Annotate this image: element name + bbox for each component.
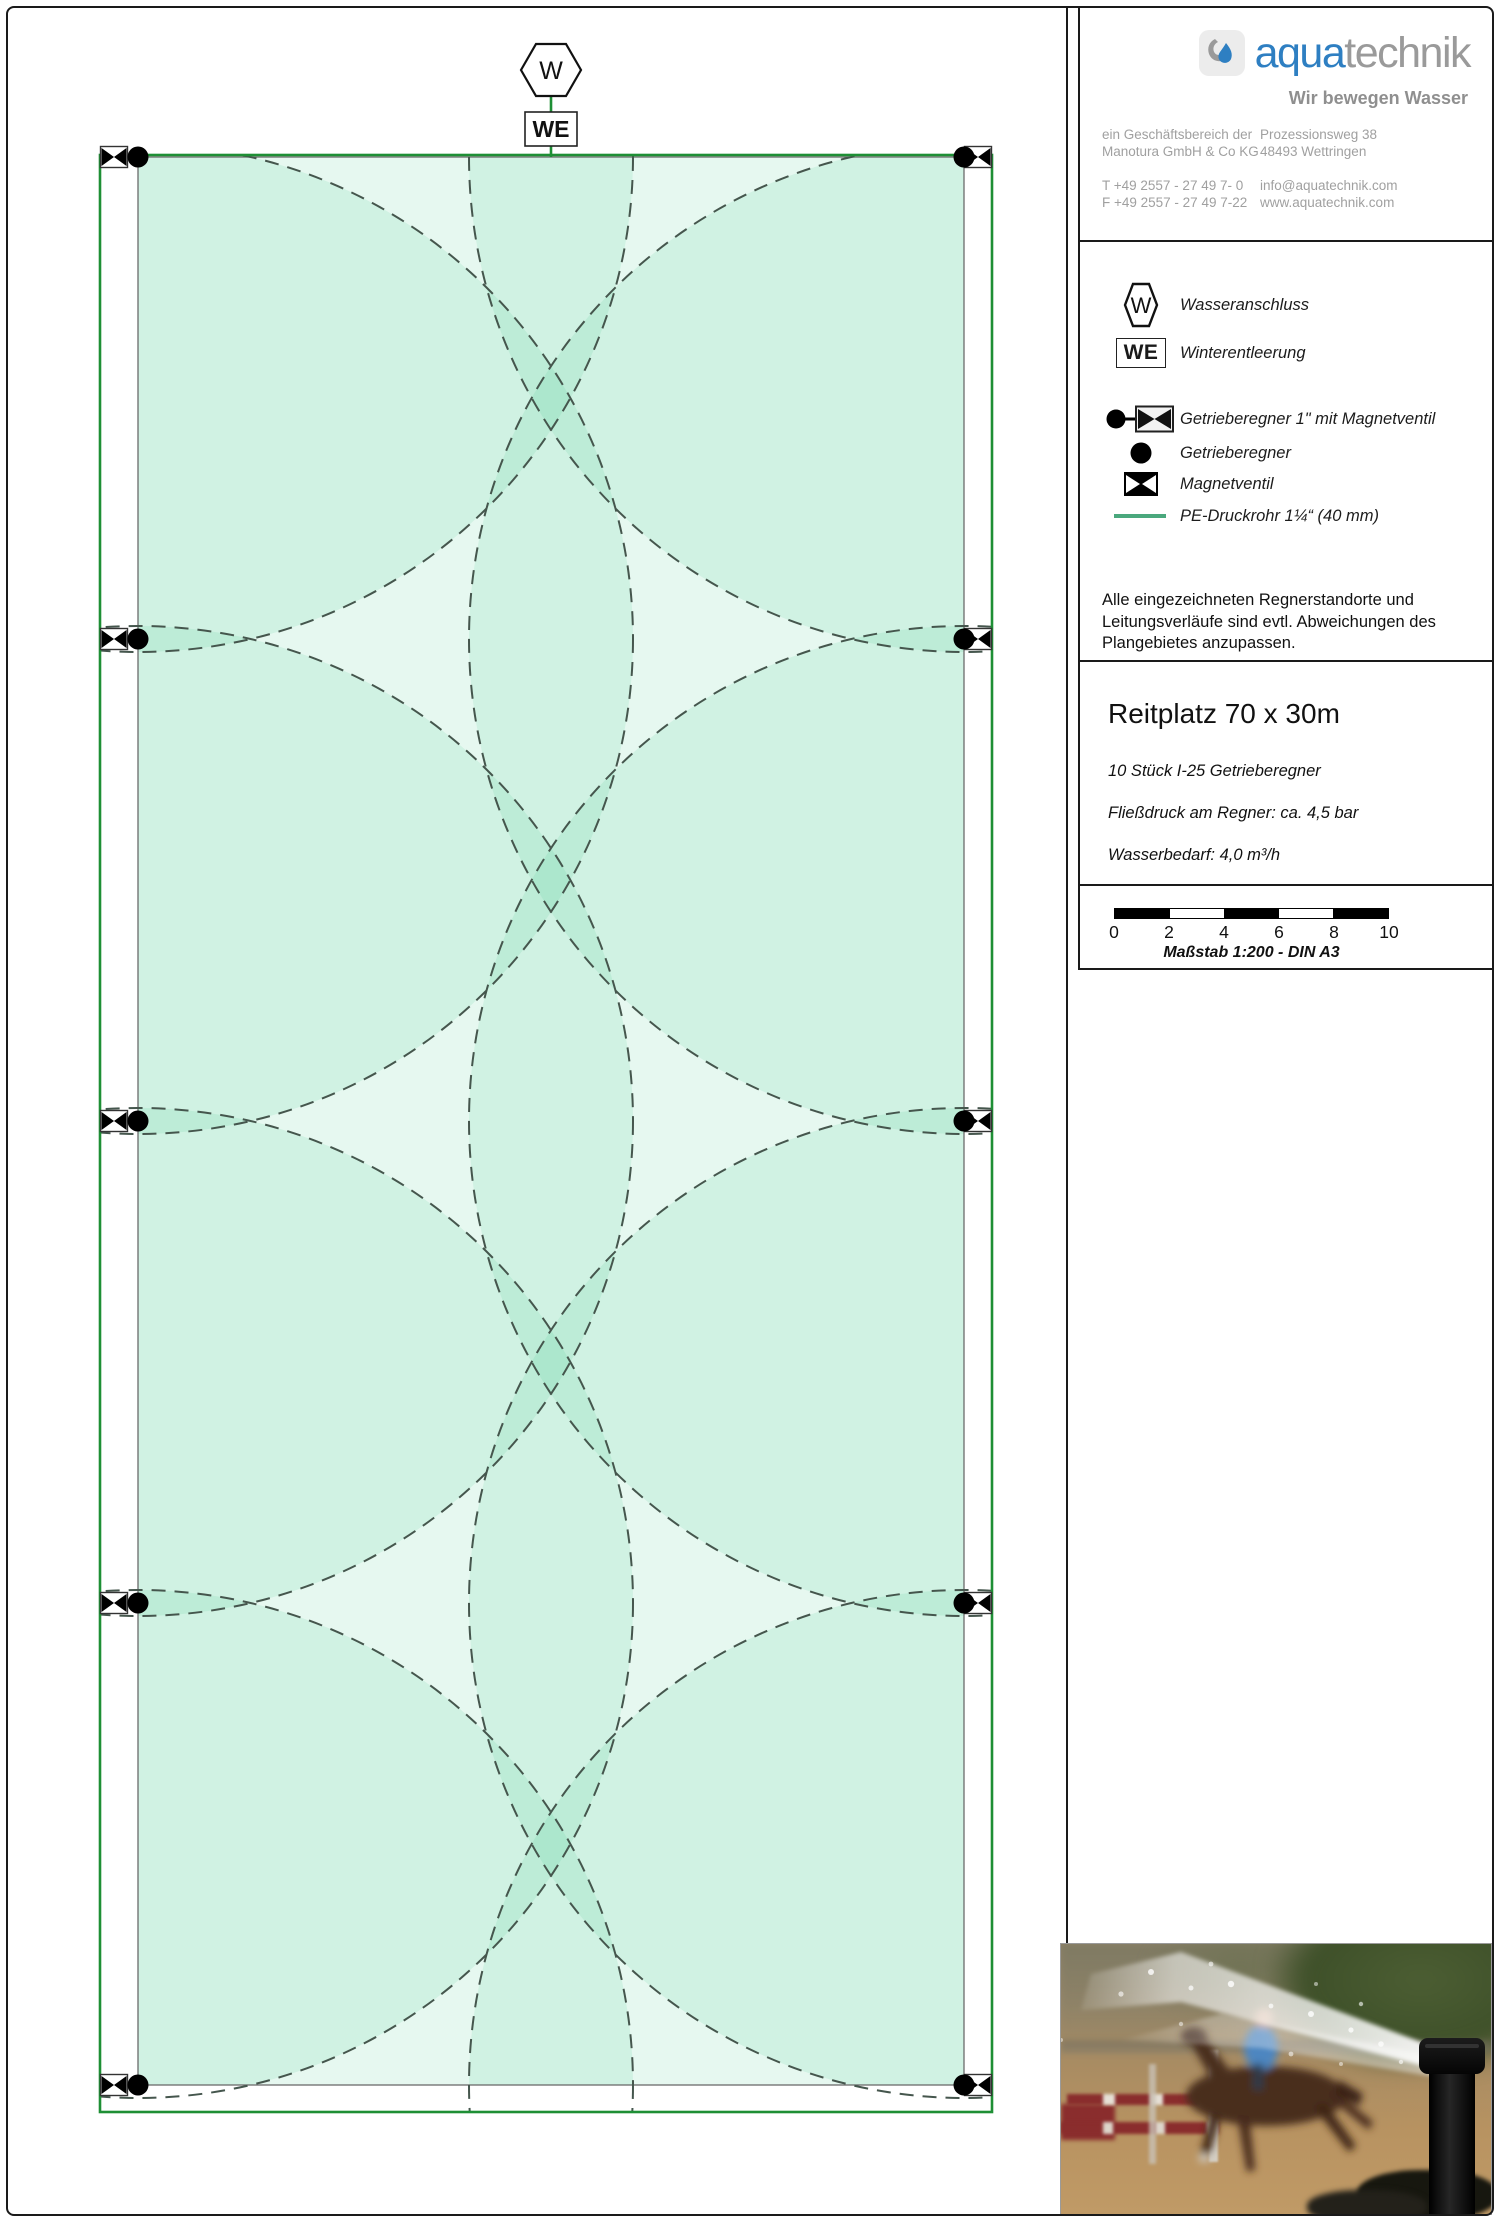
legend-item-magnetventil bbox=[1102, 470, 1274, 498]
scale-segment bbox=[1115, 909, 1170, 918]
panel-divider bbox=[1066, 8, 1068, 2214]
scale-tick: 10 bbox=[1379, 922, 1399, 942]
brand-name bbox=[1254, 28, 1470, 77]
pe-pipe-icon bbox=[1102, 506, 1180, 526]
scale-tick: 2 bbox=[1164, 922, 1174, 942]
contact-phone: T +49 2557 - 27 49 7- 0 bbox=[1102, 178, 1244, 193]
legend-item-regner bbox=[1102, 440, 1291, 466]
brand-name-technik: technik bbox=[1344, 28, 1470, 77]
legend-label: Winterentleerung bbox=[1180, 343, 1306, 362]
scale-ticks bbox=[1109, 922, 1399, 942]
legend-label: Wasseranschluss bbox=[1180, 295, 1309, 314]
scale-tick: 0 bbox=[1109, 922, 1119, 942]
contact-row-1 bbox=[1102, 126, 1378, 160]
legend-item-regner-magnetventil bbox=[1102, 404, 1435, 434]
sprinkler-photo bbox=[1060, 1943, 1492, 2215]
contact-info bbox=[1102, 126, 1398, 228]
photo-sprinkler-body bbox=[1429, 2060, 1475, 2215]
contact-street: Prozessionsweg 38 bbox=[1260, 127, 1378, 142]
winter-drain-icon: WE bbox=[1102, 338, 1180, 368]
photo-sprinkler-base bbox=[1307, 2190, 1427, 2215]
scale-segment bbox=[1170, 909, 1225, 918]
water-connection-icon bbox=[1102, 278, 1180, 332]
scale-tick: 6 bbox=[1274, 922, 1284, 942]
title-box bbox=[1078, 660, 1492, 886]
svg-text:W: W bbox=[539, 57, 563, 85]
scale-segment bbox=[1224, 909, 1279, 918]
logo-contact-box bbox=[1078, 8, 1492, 242]
scale-bar bbox=[1114, 908, 1389, 919]
plan-note: Alle eingezeichneten Regnerstandorte und Leitungsverläufe sind evtl. Abweichungen des Plangebietes anzupassen. bbox=[1102, 591, 1436, 652]
photo-sprinkler-ridge bbox=[1425, 2044, 1479, 2048]
brand-logo bbox=[1199, 30, 1470, 76]
brand-tagline: Wir bewegen Wasser bbox=[1288, 88, 1468, 108]
contact-website: www.aquatechnik.com bbox=[1260, 195, 1395, 210]
contact-business-2: Manotura GmbH & Co KG bbox=[1102, 144, 1259, 159]
scale-segment bbox=[1279, 909, 1334, 918]
contact-web bbox=[1260, 177, 1460, 211]
legend-item-wasseranschluss bbox=[1102, 278, 1309, 332]
scale-caption: Maßstab 1:200 - DIN A3 bbox=[1163, 944, 1340, 961]
contact-city: 48493 Wettringen bbox=[1260, 144, 1367, 159]
contact-business-1: ein Geschäftsbereich der bbox=[1102, 127, 1253, 142]
legend-label: Magnetventil bbox=[1180, 474, 1274, 493]
winter-drain-symbol bbox=[525, 112, 577, 146]
scale-tick: 4 bbox=[1219, 922, 1229, 942]
plan-detail-sprinklers: 10 Stück I-25 Getrieberegner bbox=[1108, 762, 1321, 780]
sprinkler-with-valve-icon bbox=[1102, 404, 1180, 434]
legend-label: Getrieberegner bbox=[1180, 443, 1291, 462]
brand-name-aqua: aqua bbox=[1254, 28, 1345, 77]
scale-tick: 8 bbox=[1329, 922, 1339, 942]
scale-segment bbox=[1333, 909, 1388, 918]
plan-detail-pressure: Fließdruck am Regner: ca. 4,5 bar bbox=[1108, 804, 1359, 822]
legend-box bbox=[1078, 240, 1492, 662]
legend-label: Getrieberegner 1" mit Magnetventil bbox=[1180, 409, 1436, 428]
contact-address bbox=[1260, 126, 1460, 160]
legend-label: PE-Druckrohr 1¼“ (40 mm) bbox=[1180, 506, 1379, 525]
water-drop-icon bbox=[1199, 30, 1245, 76]
svg-text:WE: WE bbox=[532, 116, 570, 142]
water-connection-symbol bbox=[521, 44, 581, 96]
plan-detail-water: Wasserbedarf: 4,0 m³/h bbox=[1108, 846, 1281, 864]
plan-title: Reitplatz 70 x 30m bbox=[1108, 698, 1340, 729]
legend-item-winterentleerung bbox=[1102, 338, 1306, 368]
contact-email: info@aquatechnik.com bbox=[1260, 178, 1398, 193]
scale-box bbox=[1078, 884, 1492, 970]
contact-fax: F +49 2557 - 27 49 7-22 bbox=[1102, 195, 1248, 210]
contact-row-2 bbox=[1102, 177, 1398, 211]
svg-text:W: W bbox=[1130, 293, 1152, 318]
legend-item-pe-rohr bbox=[1102, 506, 1379, 526]
sprinkler-icon bbox=[1102, 440, 1180, 466]
solenoid-valve-icon bbox=[1102, 470, 1180, 498]
